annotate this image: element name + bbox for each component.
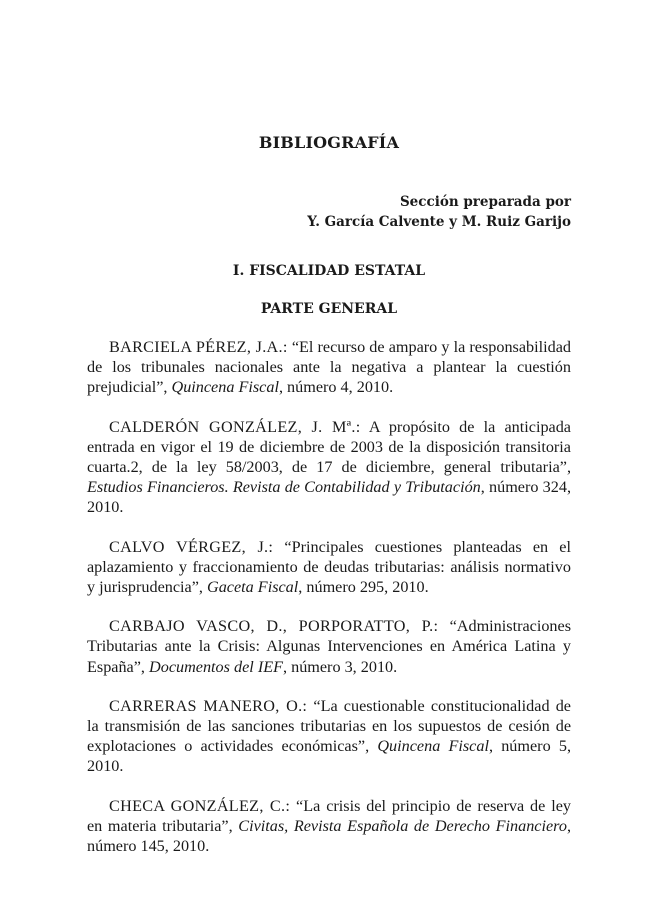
entry-details: , número 295, 2010. (298, 578, 429, 597)
entry-details: , número 4, 2010. (278, 378, 394, 397)
entry-details: , número 145, 2010. (87, 816, 571, 856)
entry-author: CALDERÓN GONZÁLEZ, J. Mª.: (109, 417, 361, 436)
prepared-by-block (307, 192, 571, 232)
page-title: BIBLIOGRAFÍA (258, 133, 400, 152)
entry-details: , número 324, 2010. (87, 478, 571, 517)
subsection-heading: PARTE GENERAL (260, 301, 398, 317)
entry-source: Quincena Fiscal (171, 378, 279, 397)
prepared-by-authors: Y. García Calvente y M. Ruiz Garijo (307, 214, 571, 230)
prepared-by-label: Sección preparada por (399, 194, 571, 210)
entry-source: Estudios Financieros. Revista de Contabilidad y Tributación (87, 478, 481, 497)
entry-title: “Principales cuestiones planteadas en el aplazamiento y fraccionamiento de deudas tributarias: análisis normativo y jurisprudencia”, (87, 537, 571, 597)
entry-source: Gaceta Fiscal (207, 578, 299, 597)
entry-details: , número 3, 2010. (283, 657, 398, 676)
bibliography-list (87, 337, 571, 875)
entry-source: Quincena Fiscal (377, 737, 489, 756)
entry-title: A propósito de la anticipada entrada en vigor el 19 de diciembre de 2003 de la disposición transitoria cuarta.2, de la ley 58/2003, de 17 de diciembre, general tributaria”, (87, 417, 571, 477)
entry-title: “La cuestionable constitucionalidad de la transmisión de las sanciones tributarias en los supuestos de cesión de explotaciones o actividades económicas”, (87, 696, 571, 756)
entry-author: CARBAJO VASCO, D., PORPORATTO, P.: (109, 617, 439, 636)
bibliography-entry (87, 616, 571, 677)
bibliography-entry (87, 537, 571, 598)
document-page (87, 0, 571, 920)
entry-author: CALVO VÉRGEZ, J.: (109, 537, 274, 556)
entry-source: Documentos del IEF (149, 657, 283, 676)
entry-title: “Administraciones Tributarias ante la Crisis: Algunas Intervenciones en América Latina y España”, (87, 617, 571, 676)
entry-author: BARCIELA PÉREZ, J.A.: (109, 338, 288, 356)
entry-title: “El recurso de amparo y la responsabilidad de los tribunales nacionales ante la negativa a plantear la cuestión prejudicial”, (87, 338, 572, 397)
bibliography-entry (87, 796, 571, 857)
entry-author: CHECA GONZÁLEZ, C.: (109, 796, 291, 815)
entry-author: CARRERAS MANERO, O.: (109, 696, 308, 715)
bibliography-entry (87, 417, 571, 518)
bibliography-entry (87, 337, 571, 398)
entry-source: Civitas, Revista Española de Derecho Financiero (238, 816, 567, 835)
entry-details: , número 5, 2010. (87, 737, 572, 776)
entry-title: “La crisis del principio de reserva de ley en materia tributaria”, (87, 796, 571, 835)
section-heading: I. FISCALIDAD ESTATAL (232, 263, 426, 279)
bibliography-entry (87, 696, 571, 777)
